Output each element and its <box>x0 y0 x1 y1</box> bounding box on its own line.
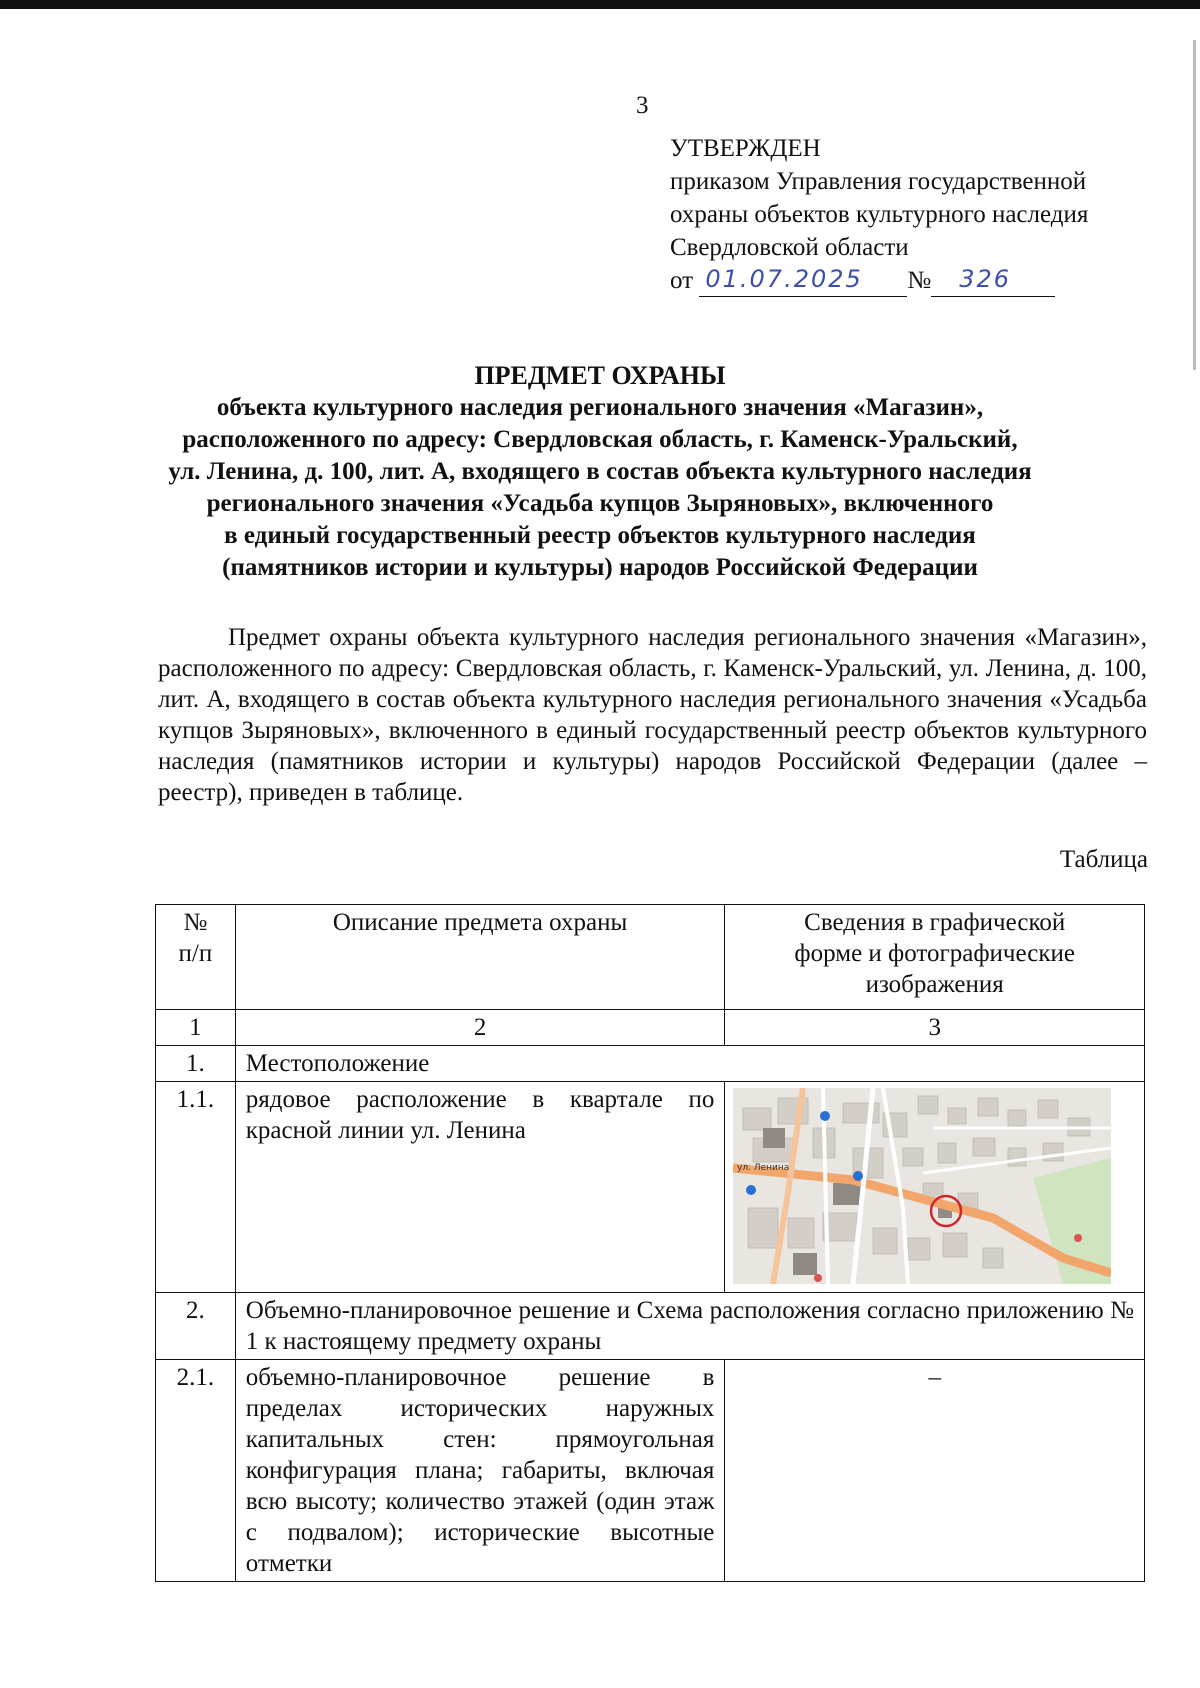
row-graphics <box>725 1082 1145 1293</box>
row-number: 2. <box>156 1293 236 1360</box>
approval-block <box>670 132 1088 297</box>
row-number: 1. <box>156 1046 236 1082</box>
row-description: объемно-планировочное решение в пределах исторических наружных капитальных стен: прямоугольная конфигурация плана; габариты, включая всю высоту; количество этажей (один этаж с подвалом); исторические высотные отметки <box>235 1360 725 1582</box>
title-line-6: (памятников истории и культуры) народов Российской Федерации <box>222 554 978 581</box>
location-map <box>733 1088 1111 1284</box>
row-description: рядовое расположение в квартале по красной линии ул. Ленина <box>235 1082 725 1293</box>
handwritten-date: 01.07.2025 <box>705 265 863 293</box>
title-line-5: в единый государственный реестр объектов культурного наследия <box>224 522 976 549</box>
map-street-label: ул. Ленина <box>737 1163 790 1173</box>
title-main: ПРЕДМЕТ ОХРАНЫ <box>474 361 726 390</box>
header-graphics-line-1: Сведения в графической <box>804 909 1066 936</box>
approval-line-2: охраны объектов культурного наследия <box>670 201 1089 228</box>
row-number: 1.1. <box>156 1082 236 1293</box>
header-description: Описание предмета охраны <box>235 905 725 1010</box>
row-section-title: Местоположение <box>235 1046 1144 1082</box>
title-line-2: расположенного по адресу: Свердловская область, г. Каменск-Уральский, <box>182 426 1018 453</box>
table-header-row <box>156 905 1145 1010</box>
row-number: 2.1. <box>156 1360 236 1582</box>
header-number-line-2: п/п <box>178 940 213 967</box>
table-row <box>156 1360 1145 1582</box>
col-number-3: 3 <box>725 1010 1145 1046</box>
intro-paragraph <box>158 622 1147 808</box>
protection-table <box>155 904 1145 1582</box>
table-row <box>156 1293 1145 1360</box>
title-line-3: ул. Ленина, д. 100, лит. А, входящего в состав объекта культурного наследия <box>168 458 1032 485</box>
approval-date-line <box>670 264 1088 297</box>
table-row <box>156 1082 1145 1293</box>
row-section-title: Объемно-планировочное решение и Схема расположения согласно приложению № 1 к настоящему предмету охраны <box>235 1293 1144 1360</box>
title-line-4: регионального значения «Усадьба купцов Зыряновых», включенного <box>206 490 994 517</box>
header-graphics <box>725 905 1145 1010</box>
date-field <box>699 265 907 297</box>
col-number-2: 2 <box>235 1010 725 1046</box>
header-number <box>156 905 236 1010</box>
date-prefix: от <box>670 267 694 294</box>
intro-text: Предмет охраны объекта культурного наследия регионального значения «Магазин», расположенного по адресу: Свердловская область, г. Каменск-Уральский, ул. Ленина, д. 100, лит. А, входящего в состав объекта культурного наследия регионального значения «Усадьба купцов Зыряновых», включенного в единый государственный реестр объектов культурного наследия (памятников истории и культуры) народов Российской Федерации (далее – реестр), приведен в таблице. <box>158 624 1147 806</box>
scan-right-edge <box>1193 40 1196 370</box>
scan-top-edge <box>0 0 1200 9</box>
header-graphics-line-3: изображения <box>865 971 1004 998</box>
table-numbering-row <box>156 1010 1145 1046</box>
document-title <box>150 360 1050 584</box>
number-field <box>931 265 1055 297</box>
approval-line-1: приказом Управления государственной <box>670 168 1087 195</box>
title-line-1: объекта культурного наследия регионального значения «Магазин», <box>216 394 984 421</box>
page-number: 3 <box>636 92 649 119</box>
table-label: Таблица <box>1059 846 1148 873</box>
handwritten-number: 326 <box>959 265 1012 293</box>
col-number-1: 1 <box>156 1010 236 1046</box>
row-graphics: – <box>725 1360 1145 1582</box>
number-prefix: № <box>907 267 932 294</box>
header-graphics-line-2: форме и фотографические <box>794 940 1075 967</box>
header-number-line-1: № <box>183 909 208 936</box>
table-row <box>156 1046 1145 1082</box>
approval-heading: УТВЕРЖДЕН <box>670 135 821 162</box>
approval-line-3: Свердловской области <box>670 234 909 261</box>
